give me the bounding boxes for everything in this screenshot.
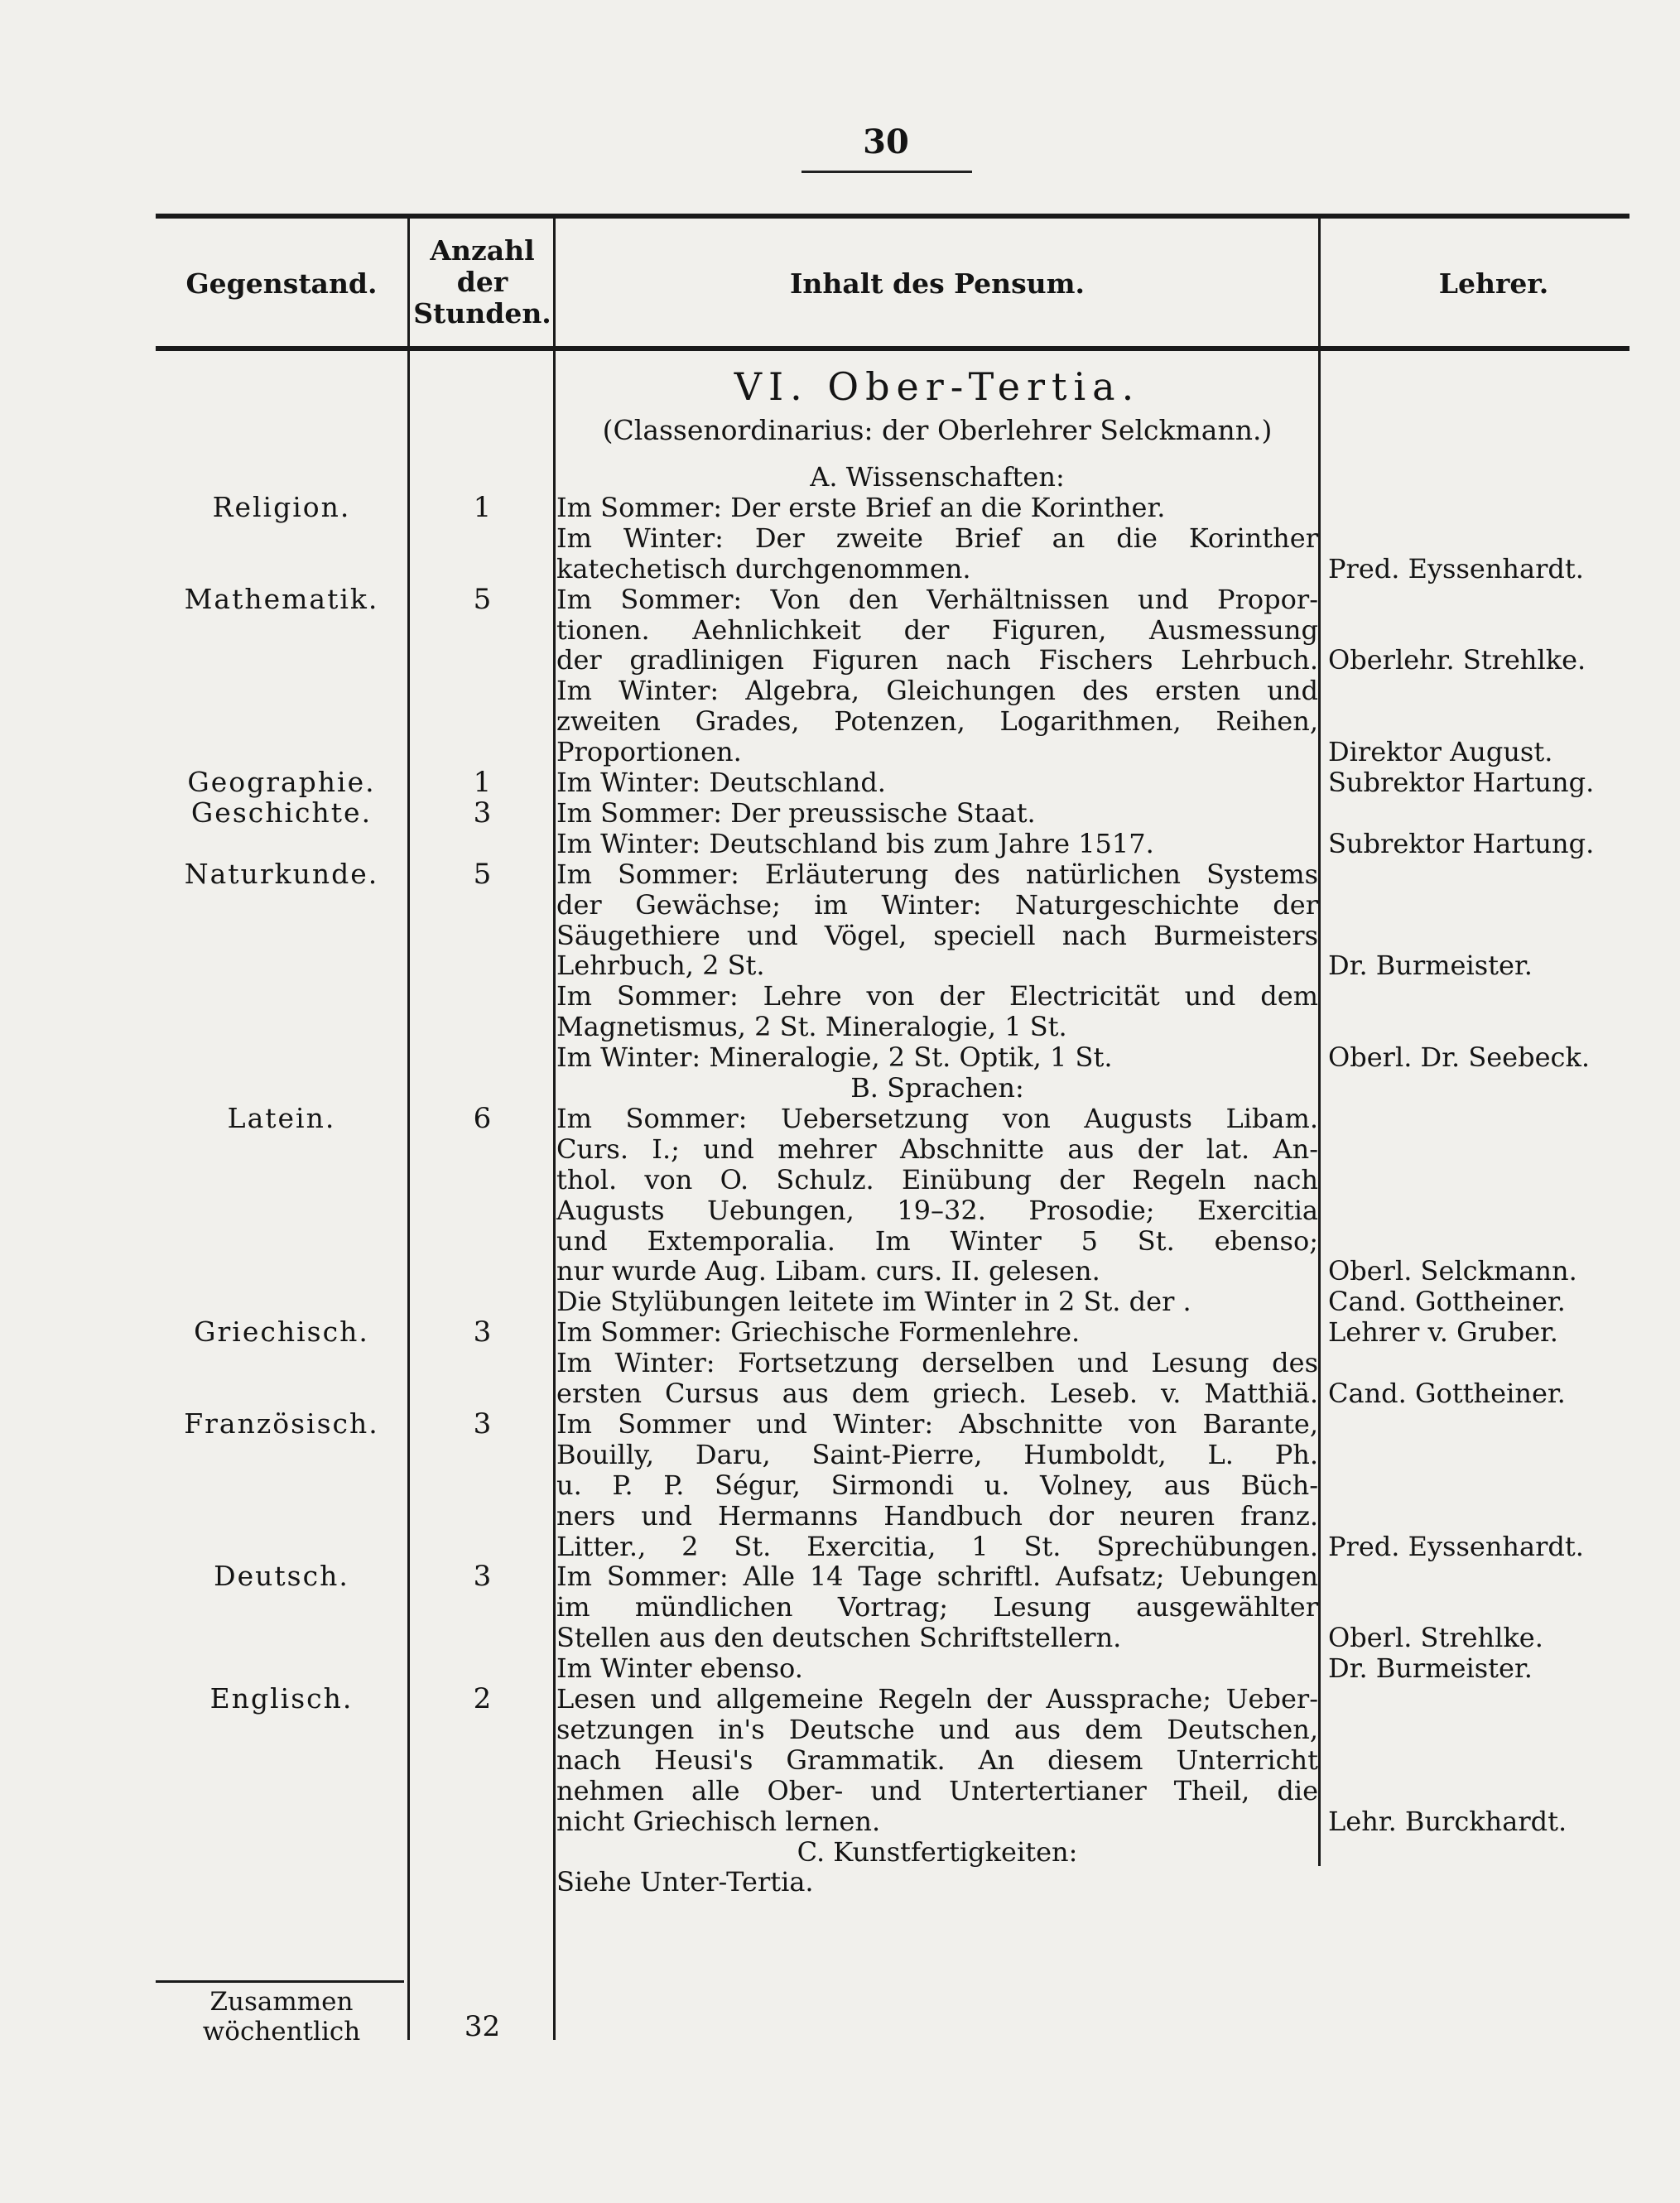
- row-teacher: [1328, 1744, 1659, 1777]
- row-teacher: Oberl. Selckmann.: [1328, 1255, 1577, 1287]
- row-teacher: [1328, 1194, 1659, 1227]
- row-hours: 2: [473, 1682, 492, 1715]
- header-hours: [410, 235, 555, 329]
- row-hours: [410, 1469, 555, 1502]
- row-hours: [410, 1499, 555, 1532]
- row-subject: Mathematik.: [184, 583, 379, 615]
- row-teacher: [1328, 1102, 1659, 1135]
- row-content: Im Winter: Der zweite Brief an die Korinther: [556, 522, 1318, 554]
- row-content: u. P. P. Ségur, Sirmondi u. Volney, aus Büch-: [556, 1469, 1318, 1501]
- header-subject: Gegenstand.: [185, 267, 378, 300]
- row-teacher: [1328, 1407, 1659, 1441]
- row-content: Die Stylübungen leitete im Winter in 2 St. der .: [556, 1286, 1191, 1317]
- row-subject: [157, 1805, 406, 1838]
- row-content: Siehe Unter-Tertia.: [556, 1866, 814, 1898]
- row-content: Im Winter ebenso.: [556, 1652, 803, 1684]
- row-subject: Religion.: [212, 491, 351, 523]
- header-hours-line2: der: [456, 266, 508, 298]
- row-content: nur wurde Aug. Libam. curs. II. gelesen.: [556, 1255, 1100, 1287]
- header-bottom-rule: [156, 346, 1629, 351]
- row-subject: [157, 888, 406, 921]
- row-teacher: [1328, 1682, 1659, 1715]
- row-teacher: Pred. Eyssenhardt.: [1328, 553, 1584, 584]
- total-hours: 32: [464, 2010, 501, 2043]
- row-hours: [410, 1346, 555, 1379]
- row-subject: [157, 1590, 406, 1623]
- row-subject: [157, 1774, 406, 1807]
- row-hours: 1: [473, 766, 492, 799]
- row-subject: [157, 1744, 406, 1777]
- header-content: Inhalt des Pensum.: [789, 267, 1086, 300]
- row-teacher: [1328, 1224, 1659, 1258]
- header-top-rule: [156, 214, 1629, 219]
- row-hours: [410, 919, 555, 952]
- row-content: tionen. Aehnlichkeit der Figuren, Ausmessung: [556, 614, 1318, 646]
- row-subject: [157, 1652, 406, 1685]
- row-teacher: [1328, 460, 1659, 493]
- row-subject: [157, 735, 406, 768]
- row-teacher: [1328, 1774, 1659, 1807]
- row-hours: [410, 705, 555, 738]
- header-hours-line1: Anzahl: [430, 234, 535, 267]
- row-teacher: [1328, 1133, 1659, 1166]
- row-hours: [410, 613, 555, 647]
- row-hours: [410, 1590, 555, 1623]
- row-hours: [410, 1194, 555, 1227]
- row-content: Im Sommer: Der erste Brief an die Korinther.: [556, 492, 1166, 523]
- row-hours: 5: [473, 858, 492, 891]
- page-number-rule: [801, 171, 972, 173]
- row-teacher: [1328, 979, 1659, 1013]
- row-hours: [410, 979, 555, 1013]
- row-teacher: [1328, 1346, 1659, 1379]
- row-hours: [410, 1774, 555, 1807]
- row-teacher: Pred. Eyssenhardt.: [1328, 1531, 1584, 1562]
- row-content: Im Sommer: Lehre von der Electricität und dem: [556, 980, 1318, 1012]
- row-hours: [410, 888, 555, 921]
- row-content: A. Wissenschaften:: [810, 461, 1065, 493]
- row-content: Im Winter: Mineralogie, 2 St. Optik, 1 St.: [556, 1041, 1113, 1073]
- row-content: Im Sommer und Winter: Abschnitte von Barante,: [556, 1408, 1318, 1440]
- row-hours: [410, 1621, 555, 1654]
- row-content: Im Sommer: Uebersetzung von Augusts Libam.: [556, 1103, 1318, 1134]
- row-subject: Englisch.: [209, 1682, 354, 1715]
- total-label-line2: wöchentlich: [202, 2017, 361, 2047]
- row-content: Im Winter: Algebra, Gleichungen des ersten und: [556, 675, 1318, 706]
- row-hours: [410, 1254, 555, 1287]
- row-content: zweiten Grades, Potenzen, Logarithmen, Reihen,: [556, 705, 1318, 737]
- row-content: nehmen alle Ober- und Untertertianer Theil, die: [556, 1775, 1318, 1806]
- row-subject: [157, 1865, 406, 1898]
- row-content: der gradlinigen Figuren nach Fischers Lehrbuch.: [556, 644, 1318, 676]
- row-content: Im Sommer: Von den Verhältnissen und Propor-: [556, 584, 1318, 615]
- row-subject: [157, 1163, 406, 1196]
- row-hours: 6: [473, 1102, 492, 1135]
- row-content: Proportionen.: [556, 736, 742, 767]
- row-hours: [410, 1285, 555, 1318]
- row-hours: 5: [473, 583, 492, 616]
- row-subject: [157, 1438, 406, 1471]
- row-subject: [157, 1346, 406, 1379]
- row-hours: 3: [473, 1316, 492, 1349]
- row-teacher: Lehr. Burckhardt.: [1328, 1806, 1567, 1837]
- row-teacher: [1328, 1163, 1659, 1196]
- row-hours: [410, 735, 555, 768]
- row-teacher: Cand. Gottheiner.: [1328, 1286, 1566, 1317]
- row-hours: [410, 1805, 555, 1838]
- row-content: Bouilly, Daru, Saint-Pierre, Humboldt, L. Ph.: [556, 1439, 1318, 1470]
- row-teacher: Lehrer v. Gruber.: [1328, 1316, 1558, 1348]
- row-subject: [157, 643, 406, 676]
- row-subject: Geschichte.: [190, 796, 373, 829]
- row-subject: [157, 1835, 406, 1869]
- row-hours: [410, 1744, 555, 1777]
- row-teacher: [1328, 919, 1659, 952]
- row-teacher: [1328, 583, 1659, 616]
- row-subject: [157, 827, 406, 860]
- row-subject: [157, 919, 406, 952]
- row-content: B. Sprachen:: [850, 1072, 1024, 1104]
- row-content: der Gewächse; im Winter: Naturgeschichte der: [556, 889, 1318, 921]
- row-subject: [157, 1530, 406, 1563]
- row-teacher: [1328, 1590, 1659, 1623]
- row-content: Litter., 2 St. Exercitia, 1 St. Sprechübungen.: [556, 1531, 1318, 1562]
- row-content: Säugethiere und Vögel, speciell nach Burmeisters: [556, 920, 1318, 951]
- row-hours: [410, 1071, 555, 1104]
- row-content: Lehrbuch, 2 St.: [556, 950, 765, 981]
- row-subject: [157, 552, 406, 585]
- row-teacher: Dr. Burmeister.: [1328, 950, 1533, 981]
- row-content: nicht Griechisch lernen.: [556, 1806, 881, 1837]
- row-teacher: Cand. Gottheiner.: [1328, 1378, 1566, 1409]
- row-hours: [410, 1530, 555, 1563]
- row-content: Stellen aus den deutschen Schriftstellern.: [556, 1622, 1122, 1653]
- row-content: ersten Cursus aus dem griech. Leseb. v. Matthiä.: [556, 1378, 1318, 1409]
- row-hours: [410, 1438, 555, 1471]
- row-teacher: [1328, 1713, 1659, 1746]
- row-hours: [410, 460, 555, 493]
- row-content: Lesen und allgemeine Regeln der Aussprache; Ueber-: [556, 1683, 1318, 1715]
- row-content: Im Sommer: Griechische Formenlehre.: [556, 1316, 1081, 1348]
- row-content: C. Kunstfertigkeiten:: [797, 1836, 1078, 1868]
- column-rule-3: [1318, 219, 1321, 1866]
- row-subject: [157, 1133, 406, 1166]
- row-content: setzungen in's Deutsche und aus dem Deutschen,: [556, 1714, 1318, 1745]
- row-subject: [157, 1224, 406, 1258]
- row-teacher: Oberlehr. Strehlke.: [1328, 644, 1586, 676]
- row-subject: [157, 1041, 406, 1074]
- row-teacher: [1328, 1010, 1659, 1043]
- row-content: Im Winter: Deutschland.: [556, 767, 886, 798]
- header-hours-line3: Stunden.: [413, 297, 551, 329]
- row-hours: [410, 1377, 555, 1410]
- row-teacher: [1328, 613, 1659, 647]
- row-subject: Naturkunde.: [184, 858, 379, 890]
- row-content: Magnetismus, 2 St. Mineralogie, 1 St.: [556, 1011, 1067, 1042]
- row-content: thol. von O. Schulz. Einübung der Regeln nach: [556, 1164, 1318, 1195]
- row-subject: [157, 1621, 406, 1654]
- header-teacher: Lehrer.: [1438, 267, 1549, 300]
- row-content: ners und Hermanns Handbuch dor neuren franz.: [556, 1500, 1318, 1532]
- row-subject: [157, 705, 406, 738]
- row-hours: [410, 674, 555, 707]
- row-subject: [157, 460, 406, 493]
- row-hours: [410, 1041, 555, 1074]
- row-subject: [157, 1010, 406, 1043]
- row-subject: [157, 1071, 406, 1104]
- row-hours: [410, 1163, 555, 1196]
- section-subtitle: (Classenordinarius: der Oberlehrer Selckmann.): [602, 414, 1273, 446]
- row-teacher: [1328, 674, 1659, 707]
- row-content: Augusts Uebungen, 19–32. Prosodie; Exercitia: [556, 1195, 1318, 1226]
- row-subject: [157, 1254, 406, 1287]
- row-subject: [157, 613, 406, 647]
- row-content: Im Winter: Fortsetzung derselben und Lesung des: [556, 1347, 1318, 1378]
- row-teacher: [1328, 1865, 1659, 1898]
- row-subject: [157, 1285, 406, 1318]
- row-subject: [157, 1194, 406, 1227]
- row-hours: 1: [473, 491, 492, 524]
- row-content: und Extemporalia. Im Winter 5 St. ebenso;: [556, 1225, 1318, 1257]
- row-teacher: [1328, 888, 1659, 921]
- row-teacher: [1328, 491, 1659, 524]
- row-subject: Französisch.: [184, 1407, 379, 1440]
- row-teacher: Subrektor Hartung.: [1328, 767, 1595, 798]
- row-teacher: [1328, 1071, 1659, 1104]
- row-content: katechetisch durchgenommen.: [556, 553, 971, 584]
- row-subject: [157, 674, 406, 707]
- row-teacher: Dr. Burmeister.: [1328, 1652, 1533, 1684]
- row-subject: Griechisch.: [194, 1316, 369, 1348]
- row-hours: [410, 1133, 555, 1166]
- row-hours: [410, 1865, 555, 1898]
- row-teacher: [1328, 705, 1659, 738]
- row-subject: [157, 1713, 406, 1746]
- row-subject: [157, 979, 406, 1013]
- row-content: Im Winter: Deutschland bis zum Jahre 1517.: [556, 828, 1154, 859]
- row-teacher: [1328, 1835, 1659, 1869]
- row-hours: [410, 552, 555, 585]
- section-title: VI. Ober-Tertia.: [734, 364, 1141, 409]
- row-content: Im Sommer: Alle 14 Tage schriftl. Aufsatz; Uebungen: [556, 1561, 1318, 1592]
- row-teacher: Direktor August.: [1328, 736, 1553, 767]
- row-teacher: Subrektor Hartung.: [1328, 828, 1595, 859]
- row-teacher: [1328, 1438, 1659, 1471]
- row-subject: Geographie.: [187, 766, 376, 798]
- row-content: Im Sommer: Der preussische Staat.: [556, 797, 1036, 829]
- total-rule: [156, 1980, 404, 1983]
- row-hours: [410, 1835, 555, 1869]
- row-content: Im Sommer: Erläuterung des natürlichen Systems: [556, 859, 1318, 890]
- row-teacher: [1328, 1469, 1659, 1502]
- total-label-line1: Zusammen: [209, 1987, 354, 2017]
- row-subject: [157, 1377, 406, 1410]
- row-hours: 3: [473, 1407, 492, 1441]
- row-hours: [410, 1224, 555, 1258]
- row-content: im mündlichen Vortrag; Lesung ausgewählter: [556, 1591, 1318, 1623]
- row-subject: [157, 1469, 406, 1502]
- row-teacher: [1328, 522, 1659, 555]
- total-label: [157, 1987, 406, 2047]
- row-hours: 3: [473, 1560, 492, 1593]
- row-subject: Deutsch.: [214, 1560, 349, 1592]
- row-hours: [410, 827, 555, 860]
- row-teacher: Oberl. Dr. Seebeck.: [1328, 1041, 1591, 1073]
- row-hours: [410, 1652, 555, 1685]
- row-teacher: [1328, 858, 1659, 891]
- row-hours: [410, 1010, 555, 1043]
- row-subject: Latein.: [227, 1102, 336, 1134]
- row-teacher: Oberl. Strehlke.: [1328, 1622, 1543, 1653]
- row-teacher: [1328, 796, 1659, 830]
- row-subject: [157, 949, 406, 982]
- row-teacher: [1328, 1560, 1659, 1593]
- row-hours: [410, 643, 555, 676]
- row-content: Curs. I.; und mehrer Abschnitte aus der lat. An-: [556, 1133, 1318, 1165]
- row-hours: [410, 522, 555, 555]
- row-content: nach Heusi's Grammatik. An diesem Unterricht: [556, 1744, 1318, 1776]
- row-hours: [410, 949, 555, 982]
- row-teacher: [1328, 1499, 1659, 1532]
- page-number: 30: [863, 123, 909, 161]
- row-subject: [157, 522, 406, 555]
- row-subject: [157, 1499, 406, 1532]
- row-hours: 3: [473, 796, 492, 830]
- row-hours: [410, 1713, 555, 1746]
